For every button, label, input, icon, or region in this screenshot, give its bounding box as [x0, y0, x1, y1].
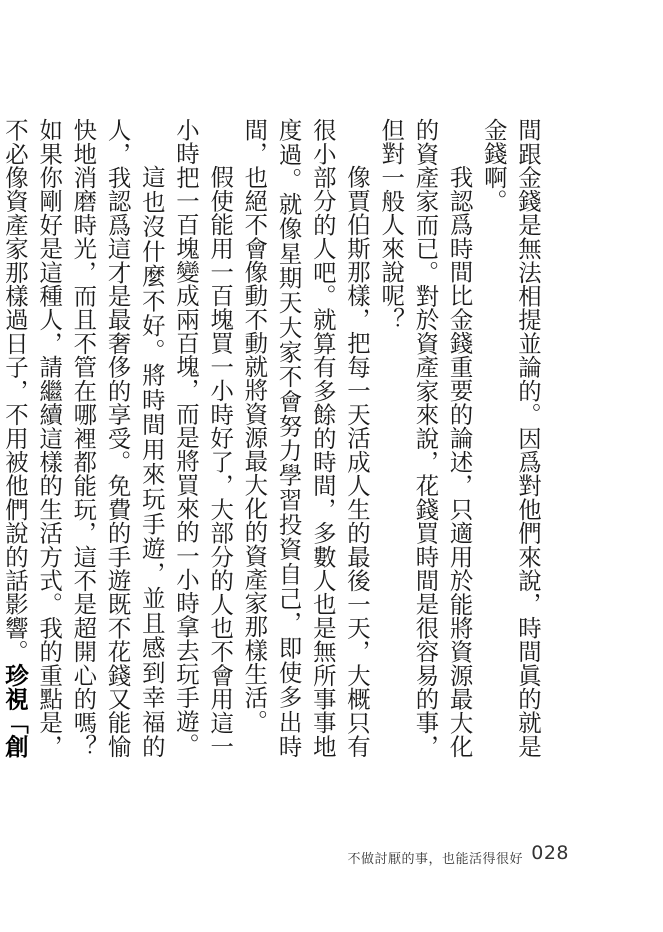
paragraph-4: 假使能用一百塊買一小時好了，大部分的人也不會用這一小時把一百塊變成兩百塊，而是將買來的一小時拿去玩手遊。 [171, 118, 235, 758]
vertical-text-body [0, 118, 545, 759]
running-footer-title: 不做討厭的事，也能活得很好 [347, 852, 523, 867]
paragraph-5-bold-text: 珍視「創 [0, 663, 29, 759]
page-footer [0, 836, 663, 866]
page-number: 028 [531, 842, 569, 864]
paragraph-3: 像賈伯斯那樣，把每一天活成人生的最後一天，大概只有很小部分的人吧。就算有多餘的時間，多數人也是無所事事地度過。就像星期天大家不會努力學習投資自己，即使多出時間，也絕不會像動不動就將資源最大化的資產家那樣生活。 [240, 118, 371, 758]
paragraph-1: 間跟金錢是無法相提並論的。因爲對他們來說，時間眞的就是金錢啊。 [479, 118, 542, 758]
paragraph-5 [0, 118, 169, 758]
paragraph-2: 我認爲時間比金錢重要的論述，只適用於能將資源最大化的資產家而已。對於資產家來說，花錢買時間是很容易的事，但對一般人來說呢？ [377, 118, 474, 758]
paragraph-5-text: 這也沒什麼不好。將時間用來玩手遊，並且感到幸福的人，我認爲這才是最奢侈的享受。免費的手遊既不花錢又能愉快地消磨時光，而且不管在哪裡都能玩，這不是超開心的嗎？如果你剛好是這種人，請繼續這樣的生活方式。我的重點是，不必像資產家那樣過日子，不用被他們說的話影響。 [0, 118, 166, 758]
